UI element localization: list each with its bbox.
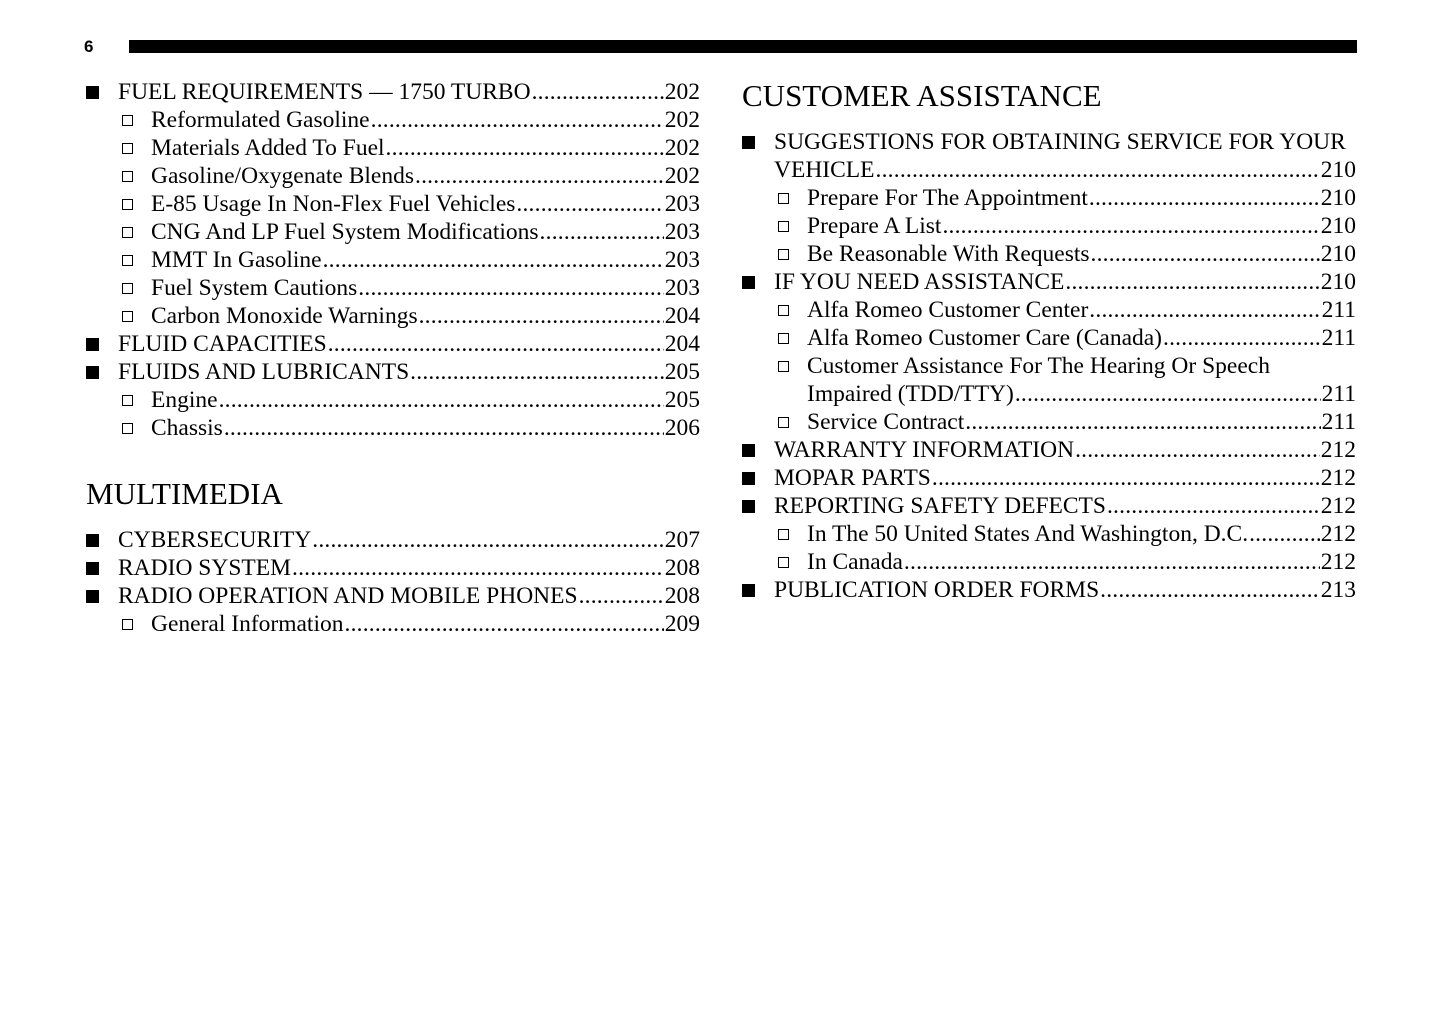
toc-entry-label: REPORTING SAFETY DEFECTS xyxy=(774,493,1106,519)
toc-entry-e85-usage[interactable] xyxy=(86,190,700,218)
toc-entry-page: 210 xyxy=(1320,241,1356,267)
toc-entry-page: 206 xyxy=(664,415,700,441)
dot-leader xyxy=(1100,576,1320,604)
toc-entry-page: 212 xyxy=(1320,521,1356,547)
toc-entry-page: 210 xyxy=(1320,269,1356,295)
dot-leader xyxy=(328,330,664,358)
toc-entry-warranty-information[interactable] xyxy=(742,436,1356,464)
toc-entry-in-canada[interactable] xyxy=(742,548,1356,576)
toc-entry-page: 208 xyxy=(664,583,700,609)
dot-leader xyxy=(1065,268,1319,296)
customer-assistance-heading: CUSTOMER ASSISTANCE xyxy=(742,78,1102,113)
dot-leader xyxy=(312,526,664,554)
toc-entry-label: Carbon Monoxide Warnings xyxy=(151,303,418,329)
toc-entry-prepare-appointment[interactable] xyxy=(742,184,1356,212)
dot-leader xyxy=(1091,240,1320,268)
subsection-bullet-icon xyxy=(778,333,789,344)
toc-entry-label: Prepare A List xyxy=(807,213,942,239)
toc-entry-page: 202 xyxy=(664,135,700,161)
dot-leader xyxy=(1089,184,1320,212)
toc-entry-label: MOPAR PARTS xyxy=(774,465,931,491)
toc-entry-label: MMT In Gasoline xyxy=(151,247,322,273)
dot-leader xyxy=(292,554,664,582)
subsection-bullet-icon xyxy=(778,529,789,540)
toc-entry-fluid-capacities[interactable] xyxy=(86,330,700,358)
subsection-bullet-icon xyxy=(122,255,133,266)
section-bullet-icon xyxy=(742,472,755,485)
multimedia-heading: MULTIMEDIA xyxy=(86,476,283,511)
toc-entry-label-line1: Customer Assistance For The Hearing Or Speech xyxy=(807,353,1270,379)
toc-entry-if-you-need-assistance[interactable] xyxy=(742,268,1356,296)
toc-entry-cybersecurity[interactable] xyxy=(86,526,700,554)
toc-entry-label: Gasoline/Oxygenate Blends xyxy=(151,163,415,189)
toc-entry-page: 202 xyxy=(664,107,700,133)
toc-entry-label: FUEL REQUIREMENTS — 1750 TURBO xyxy=(118,79,531,105)
dot-leader xyxy=(358,274,663,302)
toc-entry-label: E-85 Usage In Non-Flex Fuel Vehicles xyxy=(151,191,516,217)
toc-entry-label: FLUIDS AND LUBRICANTS xyxy=(118,359,410,385)
toc-entry-label: Impaired (TDD/TTY) xyxy=(807,381,1014,407)
toc-entry-label: WARRANTY INFORMATION xyxy=(774,437,1075,463)
toc-entry-page: 202 xyxy=(664,79,700,105)
subsection-bullet-icon xyxy=(778,305,789,316)
toc-entry-reporting-safety-defects[interactable] xyxy=(742,492,1356,520)
toc-entry-page: 212 xyxy=(1320,493,1356,519)
toc-entry-label: Fuel System Cautions xyxy=(151,275,358,301)
left-column xyxy=(86,78,700,638)
fuel-toc-list xyxy=(86,78,700,442)
toc-entry-general-information[interactable] xyxy=(86,610,700,638)
dot-leader xyxy=(419,302,664,330)
dot-leader xyxy=(415,162,664,190)
subsection-bullet-icon xyxy=(122,115,133,126)
toc-entry-page: 210 xyxy=(1320,213,1356,239)
toc-entry-chassis[interactable] xyxy=(86,414,700,442)
toc-entry-page: 207 xyxy=(664,527,700,553)
dot-leader xyxy=(965,408,1320,436)
toc-entry-page: 211 xyxy=(1321,409,1356,435)
section-bullet-icon xyxy=(86,590,99,603)
dot-leader xyxy=(323,246,664,274)
toc-entry-label: Service Contract xyxy=(807,409,965,435)
toc-entry-label: Materials Added To Fuel xyxy=(151,135,385,161)
toc-entry-page: 204 xyxy=(664,303,700,329)
toc-entry-label: Engine xyxy=(151,387,218,413)
section-bullet-icon xyxy=(86,338,99,351)
section-bullet-icon xyxy=(86,562,99,575)
toc-entry-mmt[interactable] xyxy=(86,246,700,274)
toc-entry-page: 210 xyxy=(1320,185,1356,211)
toc-entry-label: In Canada xyxy=(807,549,903,575)
toc-entry-label-line1: SUGGESTIONS FOR OBTAINING SERVICE FOR YOUR xyxy=(774,129,1346,155)
subsection-bullet-icon xyxy=(778,249,789,260)
toc-entry-fluids-lubricants[interactable] xyxy=(86,358,700,386)
dot-leader xyxy=(904,548,1320,576)
dot-leader xyxy=(932,464,1320,492)
dot-leader xyxy=(386,134,664,162)
dot-leader xyxy=(219,386,664,414)
toc-entry-gasoline-oxygenate[interactable] xyxy=(86,162,700,190)
toc-entry-page: 208 xyxy=(664,555,700,581)
dot-leader xyxy=(1249,520,1320,548)
toc-entry-label: Be Reasonable With Requests xyxy=(807,241,1090,267)
toc-entry-page: 203 xyxy=(664,191,700,217)
toc-entry-prepare-list[interactable] xyxy=(742,212,1356,240)
toc-entry-label: Alfa Romeo Customer Care (Canada) xyxy=(807,325,1163,351)
toc-entry-page: 212 xyxy=(1320,437,1356,463)
toc-entry-customer-center[interactable] xyxy=(742,296,1356,324)
toc-entry-materials-added[interactable] xyxy=(86,134,700,162)
toc-entry-page: 212 xyxy=(1320,465,1356,491)
section-bullet-icon xyxy=(742,276,755,289)
subsection-bullet-icon xyxy=(122,171,133,182)
toc-entry-hearing-speech-impaired[interactable] xyxy=(742,352,1356,408)
toc-entry-page: 212 xyxy=(1320,549,1356,575)
toc-entry-label: General Information xyxy=(151,611,344,637)
section-bullet-icon xyxy=(742,136,755,149)
toc-entry-radio-operation[interactable] xyxy=(86,582,700,610)
toc-entry-page: 210 xyxy=(1320,157,1356,183)
dot-leader xyxy=(1107,492,1320,520)
toc-entry-label: Prepare For The Appointment xyxy=(807,185,1088,211)
customer-assistance-toc-list xyxy=(742,128,1356,604)
right-column xyxy=(742,78,1356,604)
toc-entry-label: IF YOU NEED ASSISTANCE xyxy=(774,269,1065,295)
toc-entry-reformulated-gasoline[interactable] xyxy=(86,106,700,134)
dot-leader xyxy=(942,212,1319,240)
toc-entry-page: 203 xyxy=(664,275,700,301)
section-bullet-icon xyxy=(86,86,99,99)
subsection-bullet-icon xyxy=(122,423,133,434)
toc-entry-mopar-parts[interactable] xyxy=(742,464,1356,492)
section-bullet-icon xyxy=(86,534,99,547)
dot-leader xyxy=(1015,380,1321,408)
dot-leader xyxy=(540,218,664,246)
toc-entry-fifty-united-states[interactable] xyxy=(742,520,1356,548)
dot-leader xyxy=(532,78,664,106)
dot-leader xyxy=(224,414,664,442)
toc-entry-label: RADIO SYSTEM xyxy=(118,555,292,581)
toc-entry-label: FLUID CAPACITIES xyxy=(118,331,327,357)
toc-entry-publication-order-forms[interactable] xyxy=(742,576,1356,604)
toc-entry-label: Alfa Romeo Customer Center xyxy=(807,297,1089,323)
toc-entry-engine[interactable] xyxy=(86,386,700,414)
dot-leader xyxy=(1075,436,1320,464)
toc-entry-page: 204 xyxy=(664,331,700,357)
toc-entry-page: 205 xyxy=(664,387,700,413)
subsection-bullet-icon xyxy=(122,283,133,294)
toc-entry-cng-lp[interactable] xyxy=(86,218,700,246)
dot-leader xyxy=(1089,296,1320,324)
toc-entry-page: 205 xyxy=(664,359,700,385)
toc-entry-label: CYBERSECURITY xyxy=(118,527,312,553)
toc-entry-page: 213 xyxy=(1320,577,1356,603)
multimedia-toc-list xyxy=(86,526,700,638)
toc-entry-page: 211 xyxy=(1321,297,1356,323)
toc-entry-page: 211 xyxy=(1321,381,1356,407)
toc-entry-label: CNG And LP Fuel System Modifications xyxy=(151,219,539,245)
header-rule xyxy=(129,40,1357,53)
subsection-bullet-icon xyxy=(778,417,789,428)
toc-entry-label: PUBLICATION ORDER FORMS xyxy=(774,577,1100,603)
toc-entry-page: 209 xyxy=(664,611,700,637)
toc-entry-radio-system[interactable] xyxy=(86,554,700,582)
toc-entry-customer-care-canada[interactable] xyxy=(742,324,1356,352)
subsection-bullet-icon xyxy=(778,557,789,568)
subsection-bullet-icon xyxy=(778,221,789,232)
subsection-bullet-icon xyxy=(778,193,789,204)
toc-entry-be-reasonable[interactable] xyxy=(742,240,1356,268)
toc-entry-label: Reformulated Gasoline xyxy=(151,107,370,133)
dot-leader xyxy=(371,106,664,134)
toc-entry-suggestions-service[interactable] xyxy=(742,128,1356,184)
section-bullet-icon xyxy=(742,500,755,513)
toc-entry-label: VEHICLE xyxy=(774,157,875,183)
dot-leader xyxy=(1163,324,1321,352)
subsection-bullet-icon xyxy=(778,361,789,372)
section-bullet-icon xyxy=(86,366,99,379)
dot-leader xyxy=(876,156,1320,184)
dot-leader xyxy=(516,190,663,218)
toc-entry-page: 211 xyxy=(1321,325,1356,351)
subsection-bullet-icon xyxy=(122,619,133,630)
dot-leader xyxy=(579,582,664,610)
page-number: 6 xyxy=(84,37,94,56)
toc-entry-label: Chassis xyxy=(151,415,223,441)
toc-entry-service-contract[interactable] xyxy=(742,408,1356,436)
dot-leader xyxy=(410,358,664,386)
section-bullet-icon xyxy=(742,444,755,457)
toc-entry-label: In The 50 United States And Washington, D.C. xyxy=(807,521,1249,547)
toc-entry-page: 202 xyxy=(664,163,700,189)
dot-leader xyxy=(345,610,664,638)
subsection-bullet-icon xyxy=(122,395,133,406)
toc-entry-fuel-system-cautions[interactable] xyxy=(86,274,700,302)
toc-entry-page: 203 xyxy=(664,247,700,273)
toc-entry-page: 203 xyxy=(664,219,700,245)
subsection-bullet-icon xyxy=(122,143,133,154)
section-bullet-icon xyxy=(742,584,755,597)
subsection-bullet-icon xyxy=(122,227,133,238)
toc-entry-fuel-requirements[interactable] xyxy=(86,78,700,106)
toc-entry-label: RADIO OPERATION AND MOBILE PHONES xyxy=(118,583,578,609)
subsection-bullet-icon xyxy=(122,199,133,210)
toc-entry-carbon-monoxide[interactable] xyxy=(86,302,700,330)
subsection-bullet-icon xyxy=(122,311,133,322)
